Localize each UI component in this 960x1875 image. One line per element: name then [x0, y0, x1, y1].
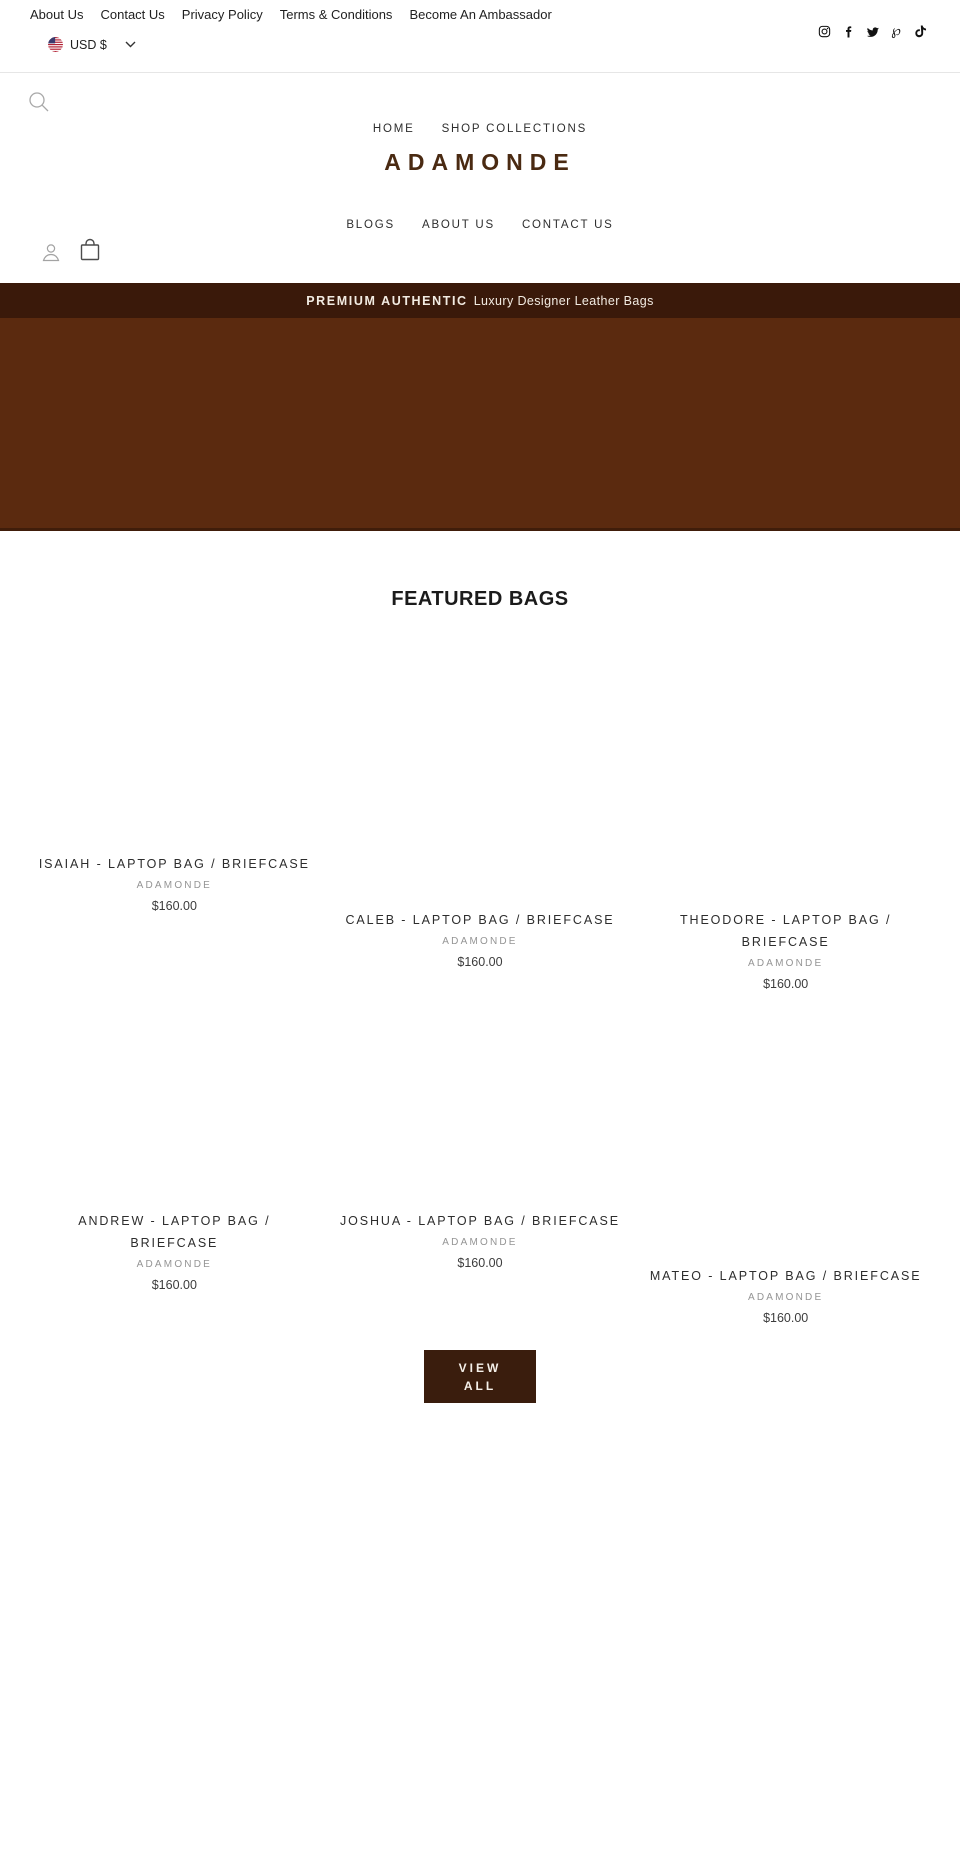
product-price: $160.00 — [457, 955, 503, 969]
facebook-icon[interactable] — [841, 24, 855, 38]
link-contact-us[interactable]: Contact Us — [100, 7, 165, 22]
featured-section-title: FEATURED BAGS — [391, 588, 569, 610]
link-privacy-policy[interactable]: Privacy Policy — [181, 7, 263, 22]
nav-blogs[interactable]: BLOGS — [346, 219, 395, 231]
product-card[interactable] — [24, 994, 325, 1328]
product-image[interactable] — [635, 615, 936, 903]
product-card[interactable] — [635, 994, 936, 1328]
product-image[interactable] — [635, 994, 936, 1259]
search-icon[interactable] — [28, 91, 50, 113]
announcement-text: Luxury Designer Leather Bags — [473, 293, 654, 308]
product-image[interactable] — [330, 615, 631, 903]
product-card[interactable] — [635, 615, 936, 994]
currency-label: USD $ — [70, 37, 107, 52]
product-card[interactable] — [24, 615, 325, 994]
product-title[interactable]: MATEO - LAPTOP BAG / BRIEFCASE — [649, 1269, 922, 1283]
site-logo[interactable]: ADAMONDE — [384, 149, 576, 175]
product-title[interactable]: JOSHUA - LAPTOP BAG / BRIEFCASE — [339, 1214, 620, 1228]
product-grid — [24, 615, 936, 1328]
link-terms-conditions[interactable]: Terms & Conditions — [279, 7, 393, 22]
social-links — [817, 24, 927, 38]
product-title[interactable]: ISAIAH - LAPTOP BAG / BRIEFCASE — [38, 857, 310, 871]
pinterest-icon[interactable]: ℘ — [891, 22, 901, 39]
tiktok-icon[interactable] — [913, 24, 927, 38]
product-price: $160.00 — [763, 1311, 809, 1325]
us-flag-icon — [48, 37, 63, 52]
instagram-icon[interactable] — [817, 24, 831, 38]
product-vendor: ADAMONDE — [747, 958, 824, 969]
product-image[interactable] — [24, 615, 325, 847]
nav-about-us[interactable]: ABOUT US — [421, 219, 495, 231]
secondary-nav — [0, 219, 960, 231]
product-price: $160.00 — [457, 1256, 503, 1270]
product-vendor: ADAMONDE — [442, 936, 518, 947]
product-card[interactable] — [330, 994, 631, 1328]
announcement-bar — [0, 283, 960, 318]
site-header — [0, 73, 960, 283]
product-card[interactable] — [330, 615, 631, 994]
account-icon[interactable] — [42, 242, 60, 262]
product-image[interactable] — [24, 994, 325, 1204]
hero-banner — [0, 318, 960, 531]
link-become-ambassador[interactable]: Become An Ambassador — [409, 7, 552, 22]
nav-shop-collections[interactable]: SHOP COLLECTIONS — [441, 123, 588, 135]
announcement-bold: PREMIUM AUTHENTIC — [306, 293, 468, 308]
view-all-button[interactable]: VIEW ALL — [424, 1350, 536, 1403]
product-image[interactable] — [330, 994, 631, 1204]
twitter-icon[interactable] — [865, 24, 879, 38]
product-vendor: ADAMONDE — [136, 880, 213, 891]
product-price: $160.00 — [151, 1278, 197, 1292]
product-title[interactable]: CALEB - LAPTOP BAG / BRIEFCASE — [345, 913, 615, 927]
product-vendor: ADAMONDE — [442, 1237, 518, 1248]
primary-nav — [0, 123, 960, 135]
link-about-us[interactable]: About Us — [30, 7, 84, 22]
product-vendor: ADAMONDE — [136, 1259, 213, 1270]
cart-icon[interactable] — [79, 238, 101, 262]
product-title[interactable]: THEODORE - LAPTOP BAG / BRIEFCASE — [679, 913, 892, 949]
product-price: $160.00 — [151, 899, 197, 913]
product-price: $160.00 — [763, 977, 809, 991]
nav-contact-us[interactable]: CONTACT US — [521, 219, 614, 231]
currency-selector[interactable] — [48, 37, 136, 52]
nav-home[interactable]: HOME — [372, 123, 415, 135]
product-title[interactable]: ANDREW - LAPTOP BAG / BRIEFCASE — [78, 1214, 271, 1250]
chevron-down-icon — [125, 41, 136, 48]
utility-links — [30, 7, 930, 23]
top-utility-bar — [0, 0, 960, 73]
product-vendor: ADAMONDE — [747, 1292, 824, 1303]
